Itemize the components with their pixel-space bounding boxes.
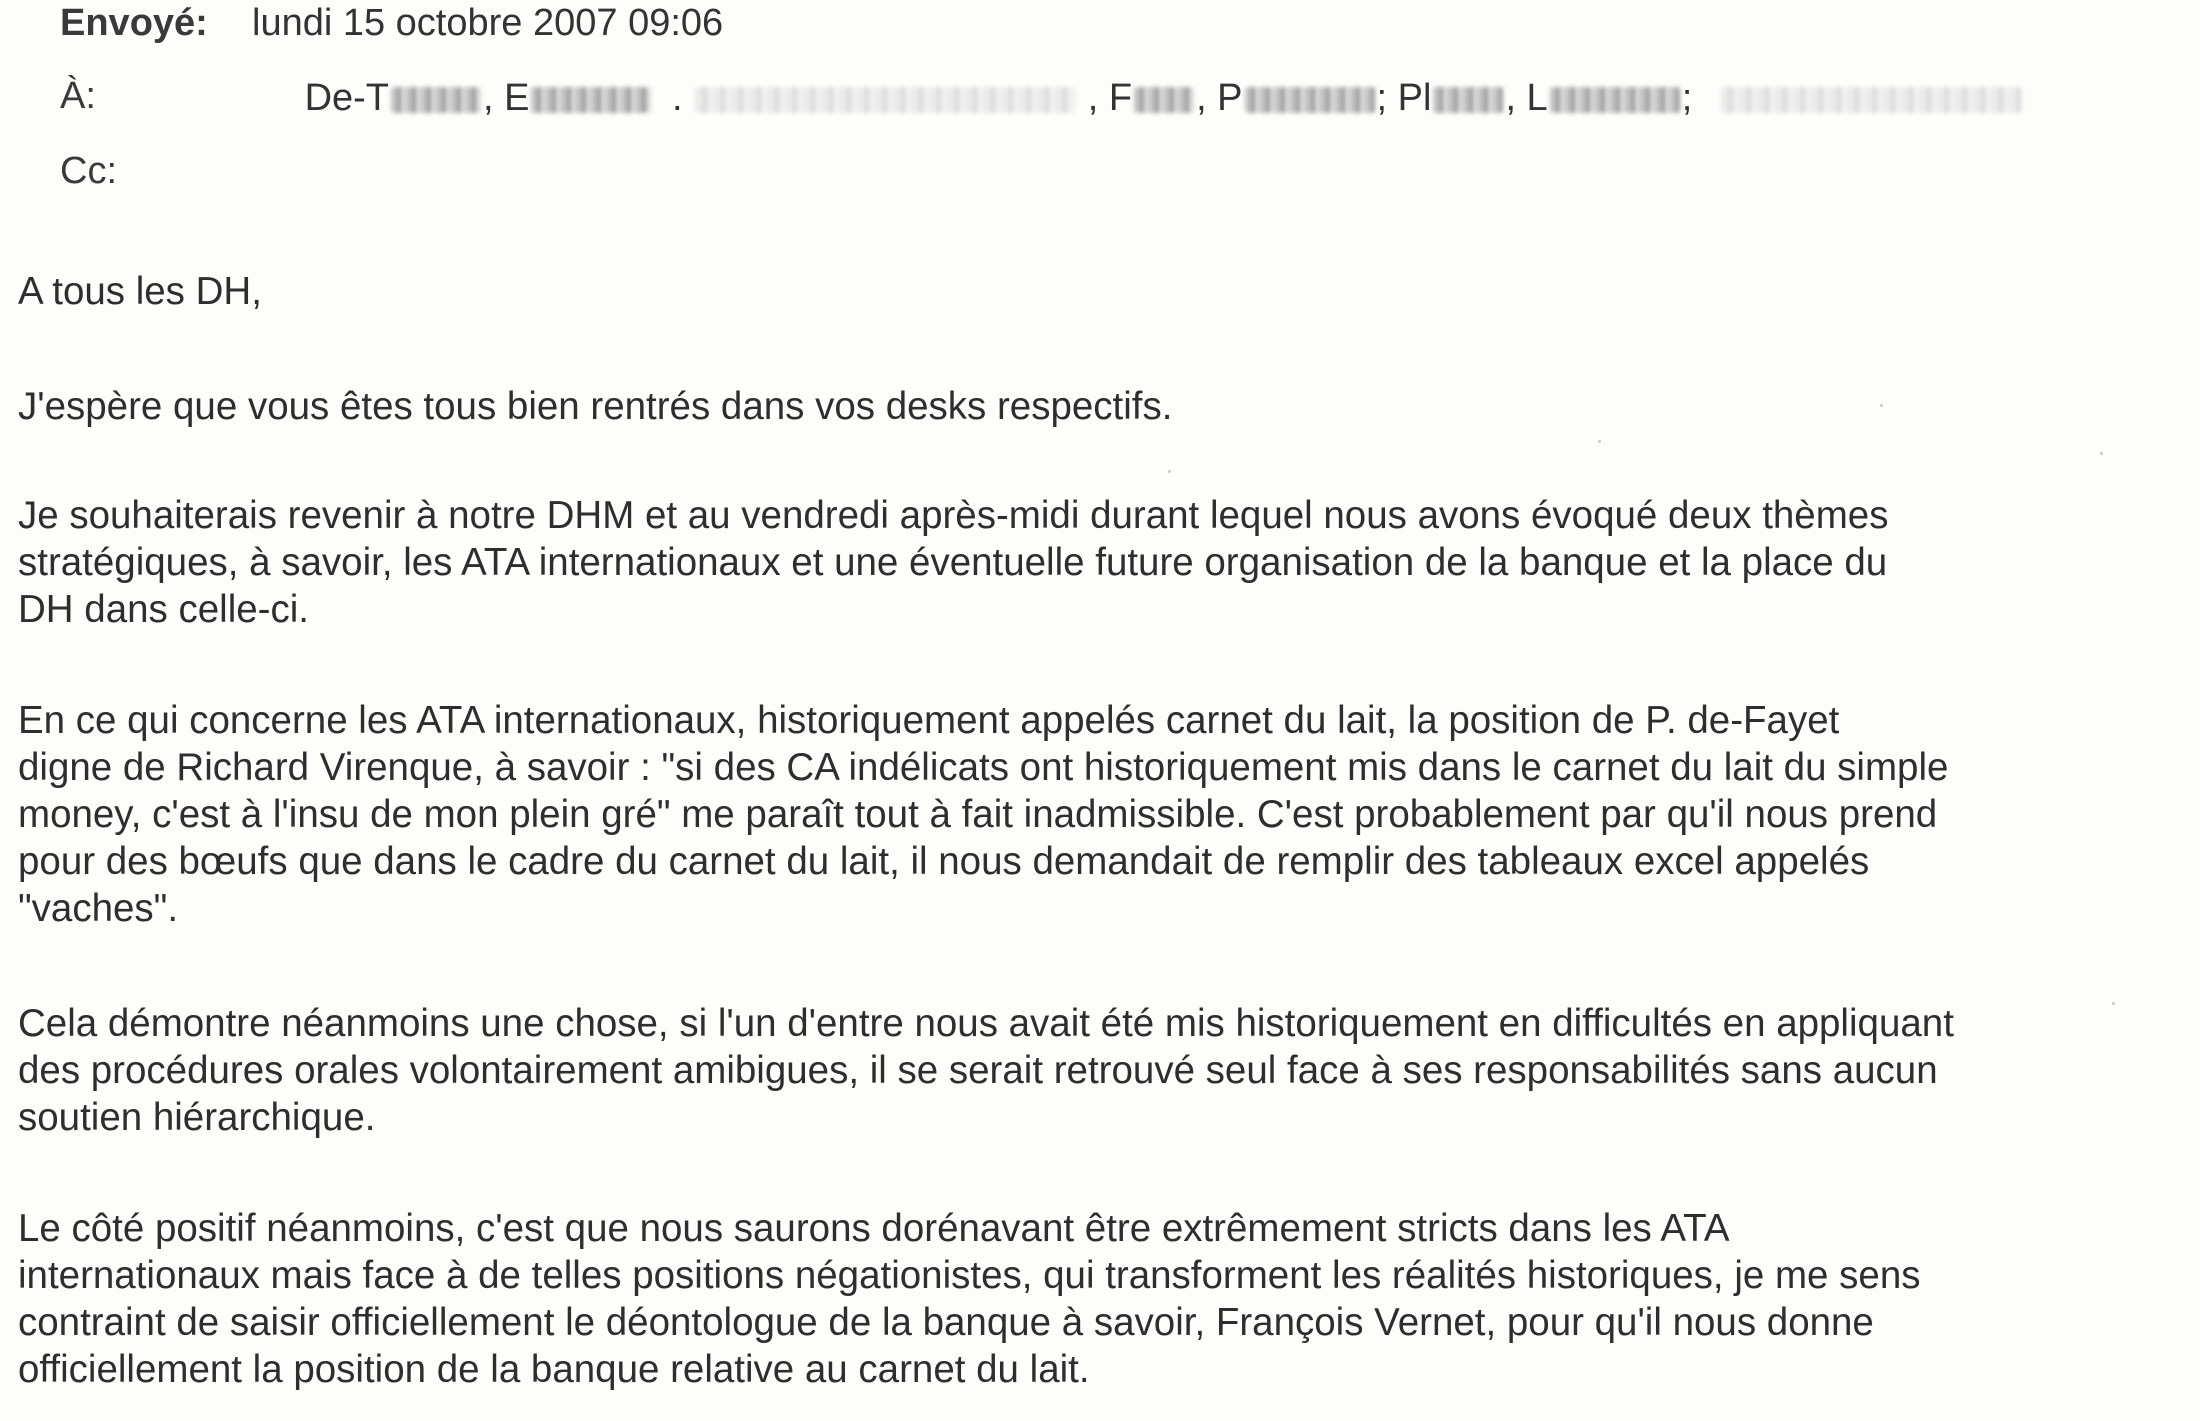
redacted-text <box>1721 87 2021 113</box>
redacted-text <box>695 87 1075 113</box>
scan-speck <box>2100 452 2103 455</box>
recipient-fragment: , P <box>1196 76 1243 119</box>
paragraph-1 <box>18 383 2193 430</box>
scan-speck <box>1598 440 1601 443</box>
text-line: contraint de saisir officiellement le déontologue de la banque à savoir, François Vernet, pour qu'il nous donne <box>18 1301 1874 1344</box>
recipient-fragment: , F <box>1087 76 1133 119</box>
recipient-fragment: , L <box>1505 76 1548 119</box>
text-line: internationaux mais face à de telles positions négationistes, qui transforment les réalités historiques, je me sens <box>18 1254 1921 1297</box>
paragraph-4 <box>18 1000 2193 1141</box>
redacted-text <box>531 87 651 113</box>
greeting <box>18 268 2193 315</box>
recipient-fragment: ; <box>1681 76 1693 119</box>
scan-speck <box>1168 470 1171 473</box>
text-line: pour des bœufs que dans le cadre du carnet du lait, il nous demandait de remplir des tableaux excel appelés <box>18 840 1870 883</box>
text-line: soutien hiérarchique. <box>18 1096 376 1139</box>
redacted-text <box>391 87 481 113</box>
paragraph-5 <box>18 1205 2193 1393</box>
text-line: "vaches". <box>18 887 179 930</box>
text-line: Le côté positif néanmoins, c'est que nous saurons dorénavant être extrêmement stricts dans les ATA <box>18 1207 1730 1250</box>
sent-label: Envoyé: <box>60 2 208 44</box>
sent-date: lundi 15 octobre 2007 09:06 <box>252 2 724 44</box>
text-line: des procédures orales volontairement amibigues, il se serait retrouvé seul face à ses responsabilités sans aucun <box>18 1049 1938 1092</box>
text-line: Je souhaiterais revenir à notre DHM et au vendredi après-midi durant lequel nous avons évoqué deux thèmes <box>18 494 1889 537</box>
cc-label: Cc: <box>60 150 117 192</box>
recipient-fragment: , E <box>483 76 530 119</box>
sent-row <box>60 0 723 46</box>
text-line: A tous les DH, <box>18 270 262 313</box>
paragraph-2 <box>18 492 2193 633</box>
text-line: digne de Richard Virenque, à savoir : "si des CA indélicats ont historiquement mis dans le carnet du lait du simple <box>18 746 1949 789</box>
to-recipients <box>305 75 2023 121</box>
to-row <box>60 73 2023 121</box>
recipient-fragment: De-T <box>304 76 390 119</box>
text-line: stratégiques, à savoir, les ATA internationaux et une éventuelle future organisation de la banque et la place du <box>18 541 1888 584</box>
paragraph-3 <box>18 697 2193 932</box>
text-line: officiellement la position de la banque relative au carnet du lait. <box>18 1348 1090 1391</box>
text-line: DH dans celle-ci. <box>18 588 309 631</box>
redacted-text <box>1433 87 1503 113</box>
text-line: J'espère que vous êtes tous bien rentrés dans vos desks respectifs. <box>18 385 1173 428</box>
redacted-text <box>1134 87 1194 113</box>
recipient-fragment: ; Pl <box>1376 76 1432 119</box>
text-line: En ce qui concerne les ATA internationaux, historiquement appelés carnet du lait, la position de P. de-Fayet <box>18 699 1840 742</box>
redacted-text <box>1550 87 1680 113</box>
text-line: Cela démontre néanmoins une chose, si l'un d'entre nous avait été mis historiquement en difficultés en appliquant <box>18 1002 1954 1045</box>
cc-row <box>60 148 240 194</box>
to-label: À: <box>60 75 96 117</box>
redacted-text <box>1245 87 1375 113</box>
recipient-fragment: . <box>672 76 683 119</box>
text-line: money, c'est à l'insu de mon plein gré" me paraît tout à fait inadmissible. C'est probablement par qu'il nous prend <box>18 793 1938 836</box>
